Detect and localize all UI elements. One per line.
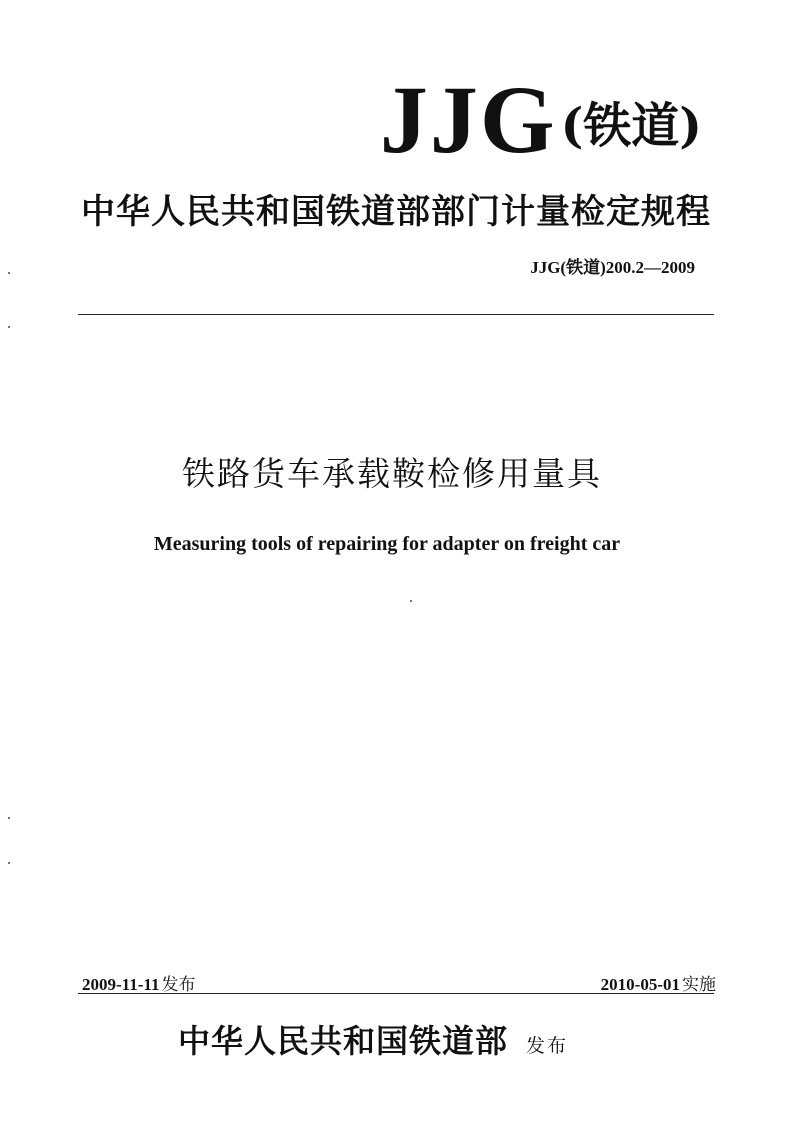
issue-date: 2009-11-11 — [82, 975, 160, 994]
bottom-divider — [78, 993, 714, 994]
english-title: Measuring tools of repairing for adapter on freight car — [153, 533, 621, 555]
effective-label: 实施 — [682, 975, 716, 995]
effective-date-line — [601, 970, 716, 995]
scan-speck — [8, 272, 10, 274]
effective-date: 2010-05-01 — [600, 975, 680, 994]
chinese-title: 铁路货车承载鞍检修用量具 — [182, 454, 602, 493]
scan-speck — [410, 600, 412, 602]
scan-speck — [8, 326, 10, 328]
scan-speck — [8, 817, 10, 819]
top-divider — [78, 314, 714, 315]
issue-label: 发布 — [161, 975, 196, 995]
standard-number: JJG(铁道)200.2—2009 — [530, 258, 695, 277]
publisher-suffix: 发布 — [526, 1035, 569, 1057]
scan-speck — [8, 862, 10, 864]
jjg-logo-suffix: (铁道) — [560, 98, 702, 154]
jjg-logo — [379, 66, 702, 173]
publisher-line — [178, 1016, 568, 1062]
issue-date-line — [82, 970, 195, 995]
publisher-name: 中华人民共和国铁道部 — [178, 1022, 509, 1060]
issuer-title: 中华人民共和国铁道部部门计量检定规程 — [81, 192, 711, 232]
jjg-logo-letters: JJG — [379, 66, 557, 173]
